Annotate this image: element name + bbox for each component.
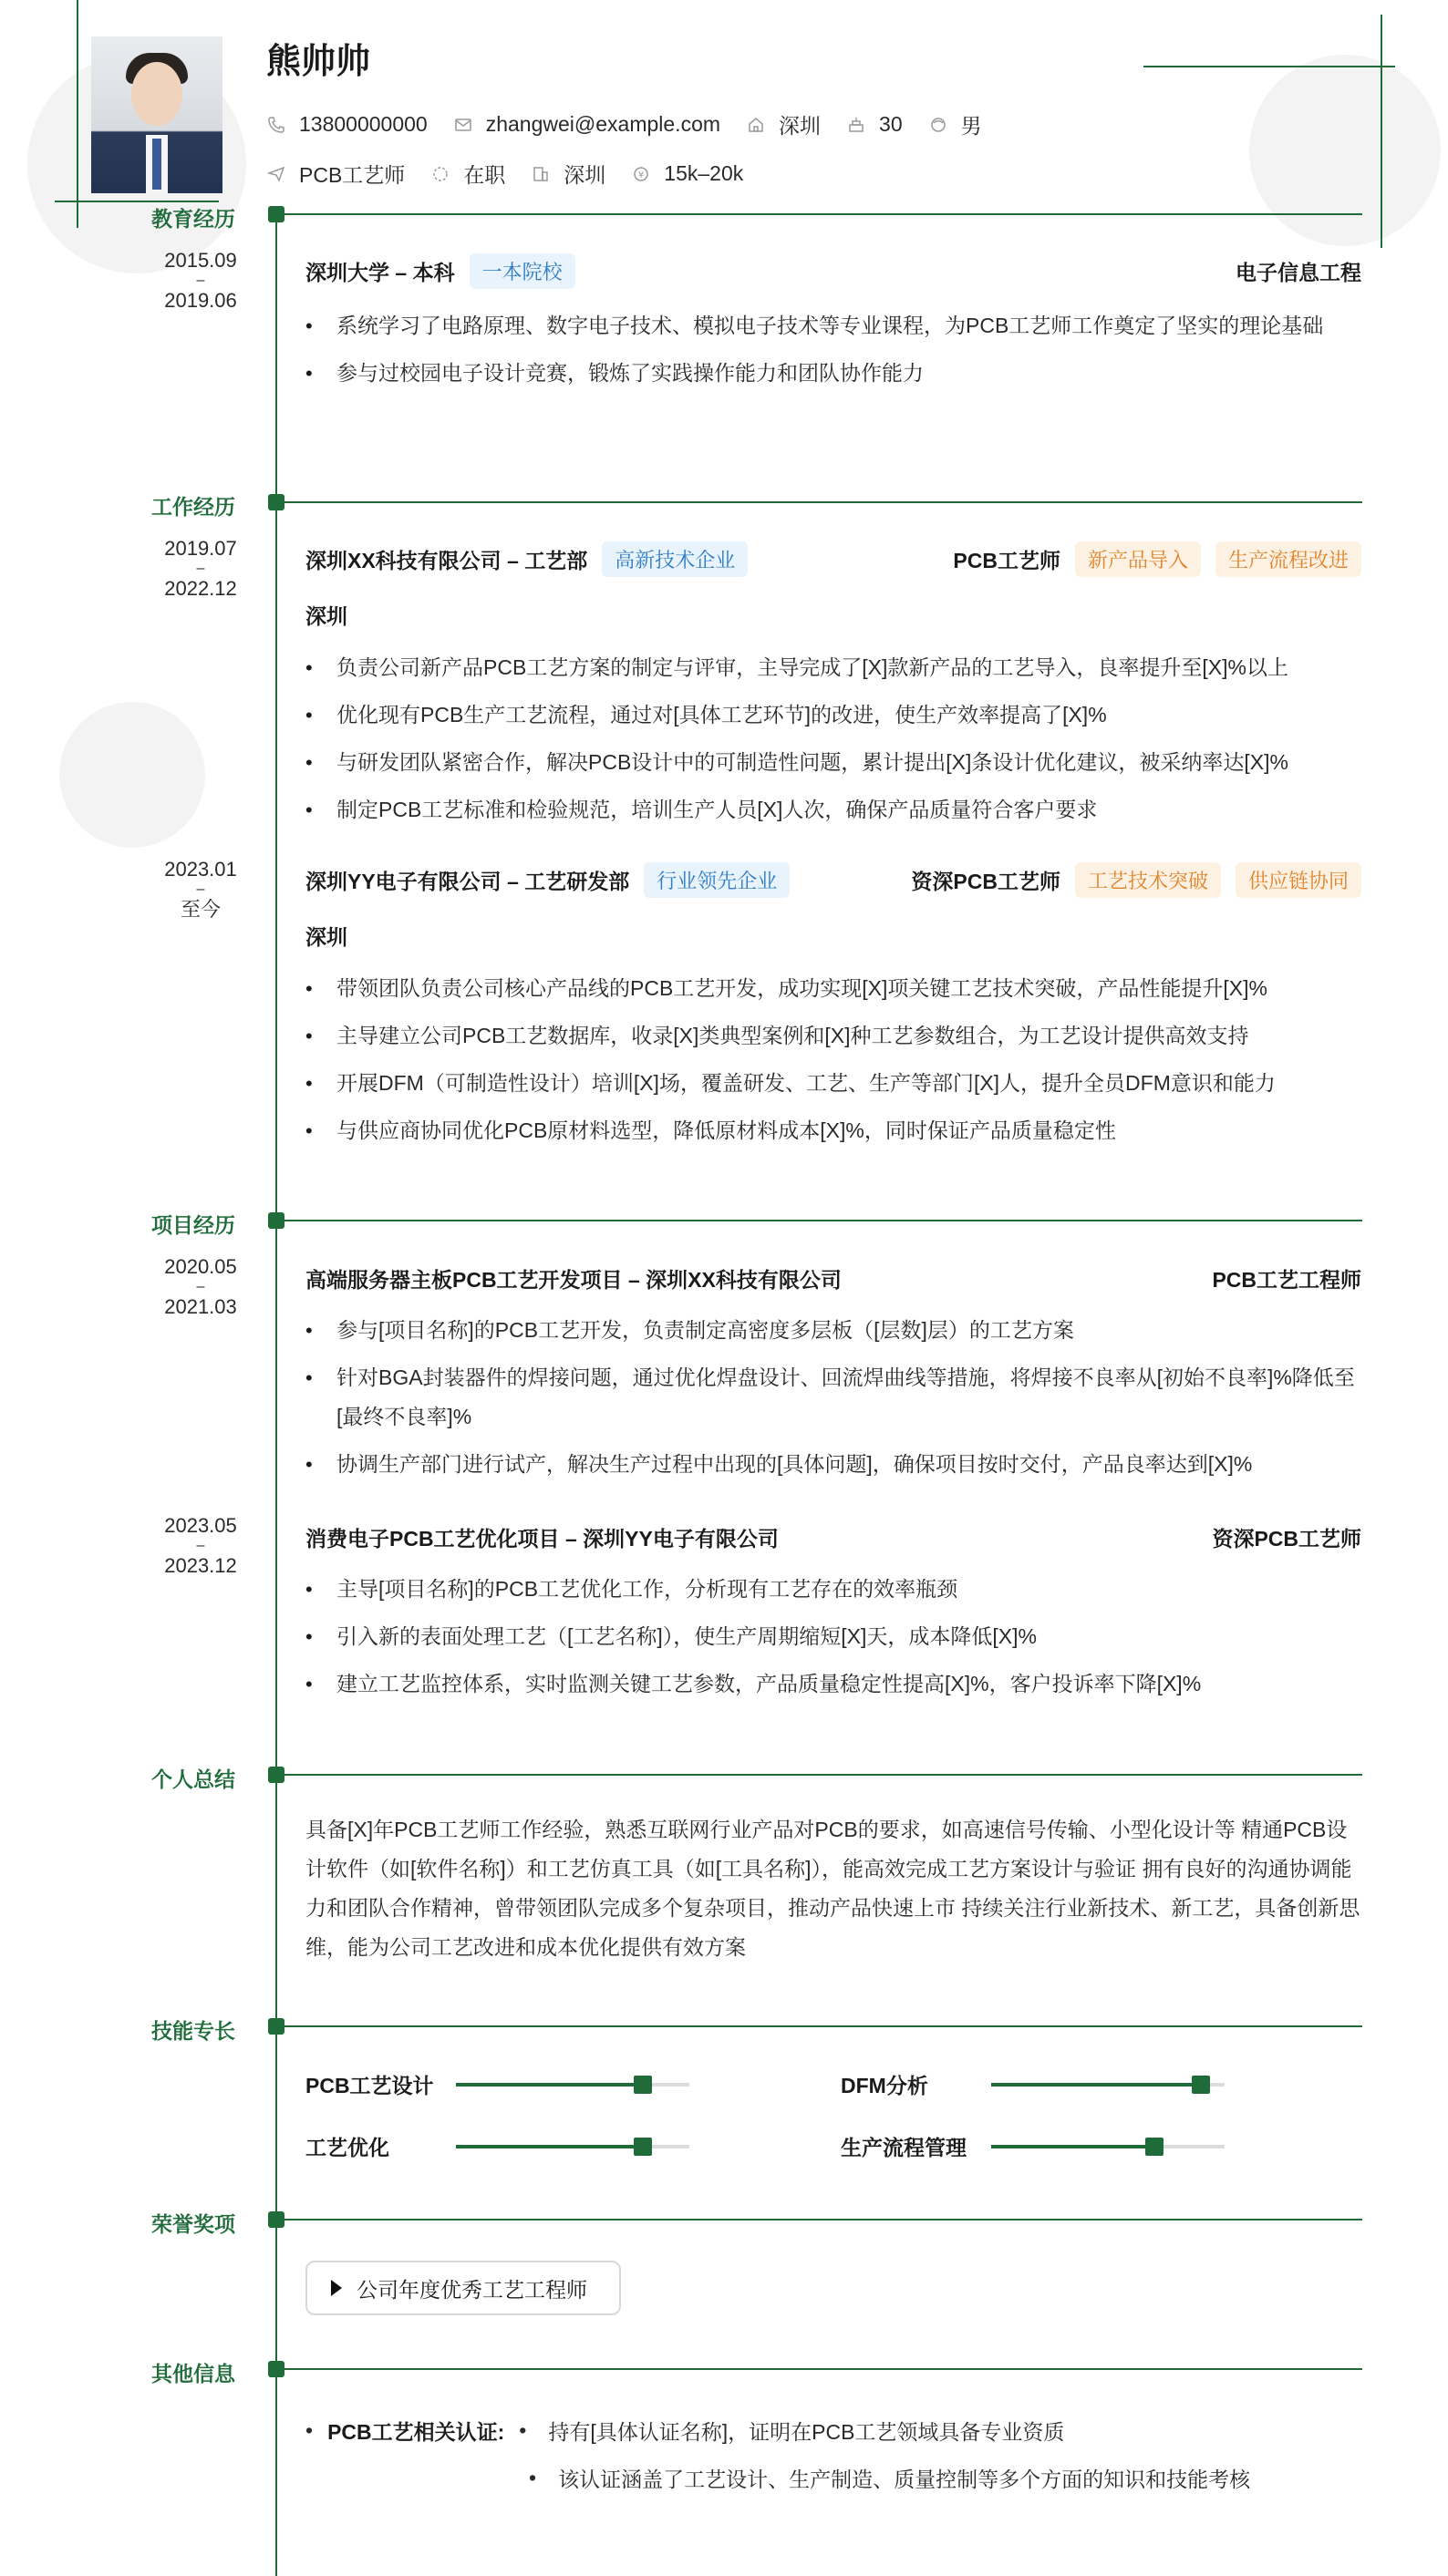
project-role: 资深PCB工艺师 [1212,1527,1361,1551]
company-tag: 行业领先企业 [644,862,790,898]
list-item: • 引入新的表面处理工艺（[工艺名称]），使生产周期缩短[X]天，成本降低[X]% [305,1617,1361,1656]
list-item: • 带领团队负责公司核心产品线的PCB工艺开发，成功实现[X]项关键工艺技术突破，产品性能提升[X]% [305,969,1361,1008]
school-tag: 一本院校 [470,253,575,289]
work-header [305,541,1361,577]
role-tag: 新产品导入 [1075,541,1201,577]
age-icon [846,115,866,135]
building-icon [531,164,551,184]
skill-item [841,2069,1225,2099]
certification-item: 持有[具体认证名称]，证明在PCB工艺领域具备专业资质 [548,2419,1065,2444]
certification-item: 该认证涵盖了工艺设计、生产制造、质量控制等多个方面的知识和技能考核 [558,2467,1251,2491]
job-intent-row [266,159,769,189]
intent-status [430,159,505,189]
company-name: 深圳XX科技有限公司 – 工艺部 [305,549,588,572]
work-header [305,862,1361,898]
list-item: • 优化现有PCB生产工艺流程，通过对[具体工艺环节]的改进，使生产效率提高了[X]% [305,696,1361,735]
skill-item [305,2069,689,2099]
project-date: 2023.05 – 2023.12 [164,1514,237,1577]
decor-line [1143,66,1395,67]
intent-position [266,159,405,189]
section-divider [283,2025,1362,2027]
work-city: 深圳 [305,925,347,949]
skill-name: 工艺优化 [305,2136,389,2159]
list-item: • 与供应商协同优化PCB原材料选型，降低原材料成本[X]%，同时保证产品质量稳定性 [305,1111,1361,1150]
major: 电子信息工程 [1236,261,1361,284]
candidate-name: 熊帅帅 [266,43,371,81]
list-item: • 制定PCB工艺标准和检验规范，培训生产人员[X]人次，确保产品质量符合客户要求 [305,790,1361,829]
company-tag: 高新技术企业 [602,541,748,577]
work-city: 深圳 [305,604,347,628]
project-role: PCB工艺工程师 [1212,1268,1361,1292]
contact-city [746,109,821,139]
project-bullets [305,1311,1361,1492]
role-tag: 工艺技术突破 [1075,862,1221,898]
section-divider [283,2368,1362,2370]
skill-level-knob [1192,2076,1210,2094]
section-divider [283,1774,1362,1776]
list-item: • 系统学习了电路原理、数字电子技术、模拟电子技术等专业课程，为PCB工艺师工作奠定了坚实的理论基础 [305,306,1361,345]
honor-label: 公司年度优秀工艺工程师 [357,2277,587,2302]
skill-item [841,2131,1225,2161]
section-title-honors: 荣誉奖项 [151,2212,235,2236]
role-tag: 供应链协同 [1236,862,1361,898]
certification-label: PCB工艺相关认证: [327,2419,505,2444]
list-item: • 建立工艺监控体系，实时监测关键工艺参数，产品质量稳定性提高[X]%，客户投诉率下降[X]% [305,1664,1361,1704]
list-item: • 参与[项目名称]的PCB工艺开发，负责制定高密度多层板（[层数]层）的工艺方案 [305,1311,1361,1350]
section-title-education: 教育经历 [151,207,235,231]
send-icon [266,164,286,184]
skill-level-knob [1145,2138,1164,2156]
project-bullets [305,1570,1361,1712]
decor-line [1381,15,1382,248]
city-value: 深圳 [779,114,822,138]
section-title-projects: 项目经历 [151,1213,235,1237]
project-date: 2020.05 – 2021.03 [164,1255,237,1318]
education-bullets [305,306,1361,401]
salary-value: 15k–20k [664,161,744,185]
decor-line [77,0,78,228]
work-bullets [305,648,1361,838]
skill-item [305,2131,689,2161]
section-divider [283,1220,1362,1221]
target-city-value: 深圳 [564,163,606,187]
skill-level-bar [991,2145,1225,2148]
avatar [91,36,222,193]
phone-value: 13800000000 [299,112,428,136]
age-value: 30 [879,112,903,136]
position-value: PCB工艺师 [299,163,406,187]
section-title-other: 其他信息 [151,2362,235,2385]
gender-icon [928,115,948,135]
job-role: 资深PCB工艺师 [911,870,1060,893]
school-name: 深圳大学 – 本科 [305,261,455,284]
company-name: 深圳YY电子有限公司 – 工艺研发部 [305,870,630,893]
list-item: • 开展DFM（可制造性设计）培训[X]场，覆盖研发、工艺、生产等部门[X]人，提升全员DFM意识和能力 [305,1064,1361,1103]
contact-phone [266,112,428,137]
section-title-summary: 个人总结 [151,1767,235,1791]
svg-text:¥: ¥ [638,170,645,180]
home-icon [746,115,766,135]
skill-level-bar [991,2083,1225,2087]
section-divider [283,501,1362,503]
project-header [305,1263,1361,1293]
education-header [305,253,1361,289]
decor-circle [59,702,205,848]
skill-name: 生产流程管理 [841,2136,967,2159]
play-icon [331,2280,342,2296]
job-role: PCB工艺师 [953,549,1060,572]
mail-icon [453,115,473,135]
list-item: • 与研发团队紧密合作，解决PCB设计中的可制造性问题，累计提出[X]条设计优化建议，被采纳率达[X]% [305,743,1361,782]
phone-icon [266,115,286,135]
project-title: 消费电子PCB工艺优化项目 – 深圳YY电子有限公司 [305,1527,779,1551]
other-info [305,2406,1250,2501]
list-item: • 针对BGA封装器件的焊接问题，通过优化焊盘设计、回流焊曲线等措施，将焊接不良率从[初始不良率]%降低至[最终不良率]% [305,1358,1361,1437]
money-icon [631,164,651,184]
intent-city [531,159,605,189]
skill-name: DFM分析 [841,2074,928,2097]
skill-level-bar [456,2145,689,2148]
contact-age [846,112,903,137]
contact-row [266,109,1008,139]
email-value: zhangwei@example.com [485,112,721,136]
intent-salary [631,161,743,186]
list-item: • 该认证涵盖了工艺设计、生产制造、质量控制等多个方面的知识和技能考核 [305,2454,1250,2501]
skill-level-fill [991,2083,1201,2087]
list-item: • PCB工艺相关认证: • 持有[具体认证名称]，证明在PCB工艺领域具备专业资质 [305,2406,1250,2454]
work-date: 2023.01 – 至今 [164,858,237,921]
skill-level-fill [456,2083,643,2087]
skill-level-fill [456,2145,643,2148]
education-date: 2015.09 – 2019.06 [164,249,237,312]
list-item: • 协调生产部门进行试产，解决生产过程中出现的[具体问题]，确保项目按时交付，产品良率达到[X]% [305,1445,1361,1484]
section-divider [283,213,1362,215]
role-tag: 生产流程改进 [1215,541,1361,577]
list-item: • 主导[项目名称]的PCB工艺优化工作，分析现有工艺存在的效率瓶颈 [305,1570,1361,1609]
section-title-skills: 技能专长 [151,2019,235,2043]
skill-level-knob [634,2076,652,2094]
project-title: 高端服务器主板PCB工艺开发项目 – 深圳XX科技有限公司 [305,1268,842,1292]
section-divider [283,2219,1362,2221]
list-item: • 主导建立公司PCB工艺数据库，收录[X]类典型案例和[X]种工艺参数组合，为工艺设计提供高效支持 [305,1016,1361,1056]
contact-email [453,112,720,137]
gender-value: 男 [960,114,982,138]
skill-name: PCB工艺设计 [305,2074,434,2097]
section-title-work: 工作经历 [151,495,235,519]
list-item: • 负责公司新产品PCB工艺方案的制定与评审，主导完成了[X]款新产品的工艺导入，良率提升至[X]%以上 [305,648,1361,687]
skill-level-fill [991,2145,1154,2148]
project-header [305,1522,1361,1552]
honor-item [305,2261,621,2315]
list-item: • 参与过校园电子设计竞赛，锻炼了实践操作能力和团队协作能力 [305,354,1361,393]
status-icon [430,164,450,184]
work-bullets [305,969,1361,1159]
work-date: 2019.07 – 2022.12 [164,537,237,600]
skill-level-knob [634,2138,652,2156]
summary-text: 具备[X]年PCB工艺师工作经验，熟悉互联网行业产品对PCB的要求，如高速信号传输、小型化设计等 精通PCB设计软件（如[软件名称]）和工艺仿真工具（如[工具名称]），能高效完成工艺方案设计与验证 拥有良好的沟通协调能力和团队合作精神，曾带领团队完成多个复杂项目，推动产品快速上市 持续关注行业新技术、新工艺，具备创新思维，能为公司工艺改进和成本优化提供有效方案 [305,1818,1360,1959]
status-value: 在职 [463,163,506,187]
contact-gender [928,109,982,139]
skill-level-bar [456,2083,689,2087]
decor-circle [1249,55,1441,246]
